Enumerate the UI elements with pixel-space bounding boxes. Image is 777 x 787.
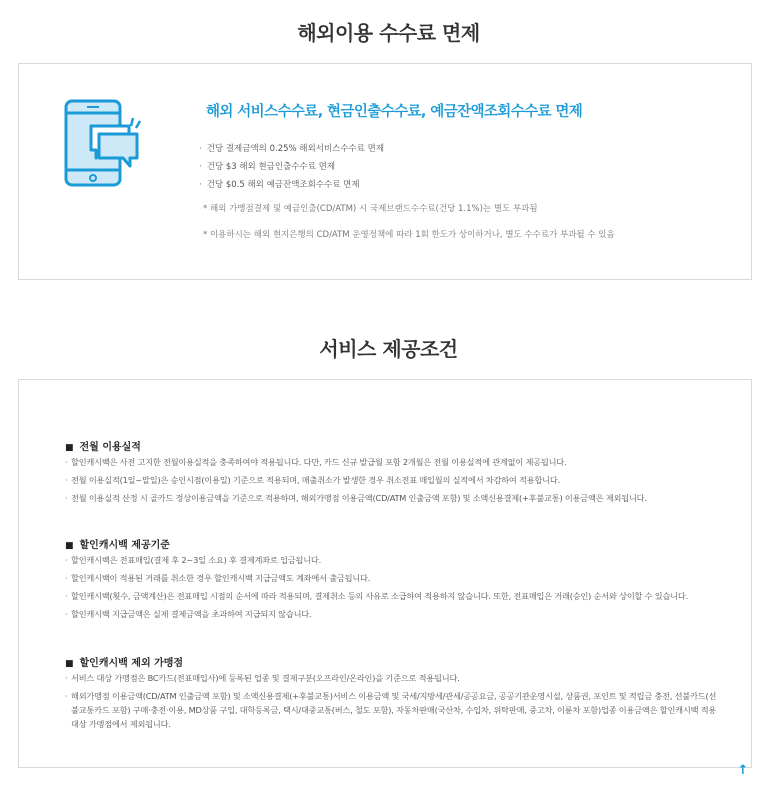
fee-bullet-list	[199, 140, 384, 194]
fee-bullet-item: · 건당 결제금액의 0.25% 해외서비스수수료 면제	[199, 140, 384, 158]
condition-item: · 할인캐시백 지급금액은 실제 결제금액을 초과하여 지급되지 않습니다.	[65, 607, 720, 621]
condition-group-prev-month	[65, 438, 720, 509]
condition-item: · 서비스 대상 가맹점은 BC카드(전표매입사)에 등록된 업종 및 결제구분(오프라인/온라인)을 기준으로 적용됩니다.	[65, 671, 720, 685]
condition-item: · 할인캐시백은 사전 고지한 전월이용실적을 충족하여야 적용됩니다. 다만, 카드 신규 발급월 포함 2개월은 전월 이용실적에 관계없이 제공됩니다.	[65, 455, 720, 469]
fee-bullet-item: · 건당 $0.5 해외 예금잔액조회수수료 면제	[199, 176, 384, 194]
fee-note: * 이용하시는 해외 현지은행의 CD/ATM 운영정책에 따라 1회 한도가 상이하거나, 별도 수수료가 부과될 수 있음	[203, 230, 615, 240]
condition-heading: ■ 할인캐시백 제외 가맹점	[65, 654, 720, 669]
fee-bullet-item: · 건당 $3 해외 현금인출수수료 면제	[199, 158, 384, 176]
conditions-section-title: 서비스 제공조건	[319, 337, 458, 361]
condition-item: · 전월 이용실적(1일~말일)은 승인시점(이용일) 기준으로 적용되며, 매출취소가 발생한 경우 취소전표 매입월의 실적에서 차감하여 적용합니다.	[65, 473, 720, 487]
fee-headline: 해외 서비스수수료, 현금인출수수료, 예금잔액조회수수료 면제	[206, 104, 583, 120]
condition-item: · 해외가맹점 이용금액(CD/ATM 인출금액 포함) 및 소액신용결제(+후불교통)서비스 이용금액 및 국세/지방세/관세/공공요금, 공공기관운영시설, 상품권, 포인트 및 적립금 충전, 선불카드(선불교통카드 포함) 구매·충전·이용, MD상품 구입, 대학등록금, 택시/대중교통(버스, 철도 포함), 자동차판매(국산차, 수입차, 위탁판매, 중고차, 이륜차 포함)업종 이용금액은 할인캐시백 적용 대상 가맹점에서 제외됩니다.	[65, 689, 720, 731]
smartphone-message-icon	[63, 98, 149, 192]
condition-list	[65, 455, 720, 505]
condition-item: · 할인캐시백은 전표매입(결제 후 2~3일 소요) 후 결제계좌로 입금됩니다.	[65, 553, 720, 567]
service-conditions-box	[18, 379, 752, 768]
fee-note: * 해외 가맹점결제 및 예금인출(CD/ATM) 시 국제브랜드수수료(건당 1.1%)는 별도 부과됨	[203, 204, 538, 214]
condition-item: · 할인캐시백(횟수, 금액계산)은 전표매입 시점의 순서에 따라 적용되며, 결제취소 등의 사유로 소급하여 적용하지 않습니다. 또한, 전표매입은 거래(승인) 순서와 상이할 수 있습니다.	[65, 589, 720, 603]
condition-item: · 할인캐시백이 적용된 거래를 취소한 경우 할인캐시백 지급금액도 계좌에서 출금됩니다.	[65, 571, 720, 585]
condition-group-cashback-criteria	[65, 536, 720, 625]
fee-exemption-box	[18, 63, 752, 280]
arrow-up-icon: ↑	[737, 763, 749, 778]
condition-group-excluded-merchants	[65, 654, 720, 735]
condition-item: · 전월 이용실적 산정 시 골카드 정상이용금액을 기준으로 적용하며, 해외가맹점 이용금액(CD/ATM 인출금액 포함) 및 소액신용결제(+후불교통) 이용금액은 제외됩니다.	[65, 491, 720, 505]
condition-heading: ■ 할인캐시백 제공기준	[65, 536, 720, 551]
fee-section-title: 해외이용 수수료 면제	[297, 21, 480, 45]
condition-heading: ■ 전월 이용실적	[65, 438, 720, 453]
condition-list	[65, 671, 720, 731]
scroll-to-top-button[interactable]	[735, 762, 751, 780]
condition-list	[65, 553, 720, 621]
